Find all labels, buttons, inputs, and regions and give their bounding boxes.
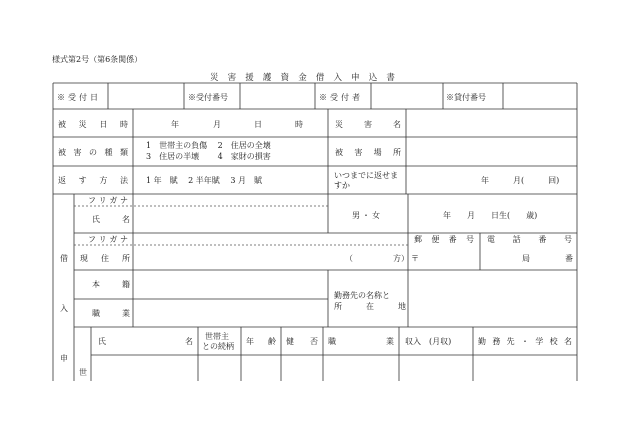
domicile-label: 本 籍 bbox=[92, 280, 130, 289]
postal-mark: 〒 bbox=[411, 254, 419, 263]
applicant-side-char-3: 申 bbox=[60, 354, 68, 363]
disaster-name-label: 災 害 名 bbox=[335, 120, 401, 129]
applicant-name-label: 氏 名 bbox=[92, 215, 130, 224]
birth-date: 年 月 日生( 歳) bbox=[443, 211, 538, 220]
repayment-method-options: 1 年 賦 2 半年賦 3 月 賦 bbox=[146, 176, 262, 185]
current-address-label: 現 住 所 bbox=[80, 254, 130, 263]
furigana-field[interactable] bbox=[134, 195, 327, 205]
furigana-label-2: フ リ ガ ナ bbox=[88, 235, 128, 244]
household-workplace-header: 勤 務 先 ・ 学 校 名 bbox=[478, 337, 572, 346]
damage-location-label: 被 害 場 所 bbox=[335, 148, 401, 157]
received-date-field[interactable] bbox=[109, 84, 183, 108]
domicile-field[interactable] bbox=[134, 271, 327, 298]
damage-option-line-2: 3 住居の半壊 4 家財の損害 bbox=[146, 152, 271, 161]
receiver-field[interactable] bbox=[372, 84, 442, 108]
repayment-deadline-label-2: すか bbox=[334, 181, 350, 190]
postal-code-label: 郵 便 番 号 bbox=[414, 235, 474, 244]
household-side-label: 世 bbox=[79, 368, 87, 377]
repayment-deadline-units: 年 月( 回) bbox=[481, 176, 560, 185]
employer-label-line-1: 勤務先の名称と bbox=[334, 291, 390, 300]
phone-number-label: 電 話 番 号 bbox=[487, 235, 572, 244]
disaster-date-label: 被 災 日 時 bbox=[58, 120, 128, 129]
occupation-field[interactable] bbox=[134, 300, 327, 326]
gender-options[interactable]: 男・女 bbox=[352, 211, 382, 220]
disaster-date-month: 月 bbox=[213, 120, 221, 129]
damage-type-label: 被 害 の 種 類 bbox=[58, 148, 128, 157]
occupation-label: 職 業 bbox=[92, 309, 130, 318]
household-relation-header-2: との続柄 bbox=[202, 342, 234, 351]
form-title: 災 害 援 護 資 金 借 入 申 込 書 bbox=[210, 73, 395, 83]
form-id-label: 様式第2号（第6条関係） bbox=[52, 55, 143, 64]
furigana-label: フ リ ガ ナ bbox=[88, 196, 128, 205]
applicant-side-char-1: 借 bbox=[60, 254, 68, 263]
household-name-header: 氏 名 bbox=[98, 337, 193, 346]
employer-label-line-2: 所 在 地 bbox=[334, 302, 406, 311]
received-date-label: ※受付日 bbox=[57, 93, 101, 102]
damage-option-line-1: 1 世帯主の負傷 2 住居の全壊 bbox=[146, 141, 271, 150]
household-occupation-header: 職 業 bbox=[328, 337, 394, 346]
reception-number-label: ※受付番号 bbox=[188, 93, 228, 102]
disaster-date-hour: 時 bbox=[295, 120, 303, 129]
applicant-side-char-2: 入 bbox=[60, 304, 68, 313]
repayment-deadline-label-1: いつまでに返せま bbox=[334, 171, 398, 180]
loan-number-label: ※貸付番号 bbox=[446, 93, 486, 102]
applicant-name-field[interactable] bbox=[134, 207, 327, 232]
disaster-date-day: 日 bbox=[254, 120, 262, 129]
receiver-label: ※受付者 bbox=[319, 93, 363, 102]
phone-number-suffix: 番 bbox=[565, 254, 573, 263]
disaster-date-year: 年 bbox=[171, 120, 179, 129]
household-age-header: 年 齢 bbox=[246, 337, 276, 346]
phone-exchange-label: 局 bbox=[522, 254, 530, 263]
address-care-of: （ 方） bbox=[345, 254, 409, 263]
damage-location-field[interactable] bbox=[407, 138, 576, 165]
household-health-header: 健 否 bbox=[286, 337, 318, 346]
household-relation-header-1: 世帯主 bbox=[205, 332, 229, 341]
employer-field[interactable] bbox=[409, 271, 576, 326]
disaster-name-field[interactable] bbox=[407, 110, 576, 136]
repayment-method-label: 返 す 方 法 bbox=[58, 176, 128, 185]
loan-number-field[interactable] bbox=[504, 84, 576, 108]
household-income-header: 収入 (月収) bbox=[405, 337, 452, 346]
reception-number-field[interactable] bbox=[241, 84, 314, 108]
